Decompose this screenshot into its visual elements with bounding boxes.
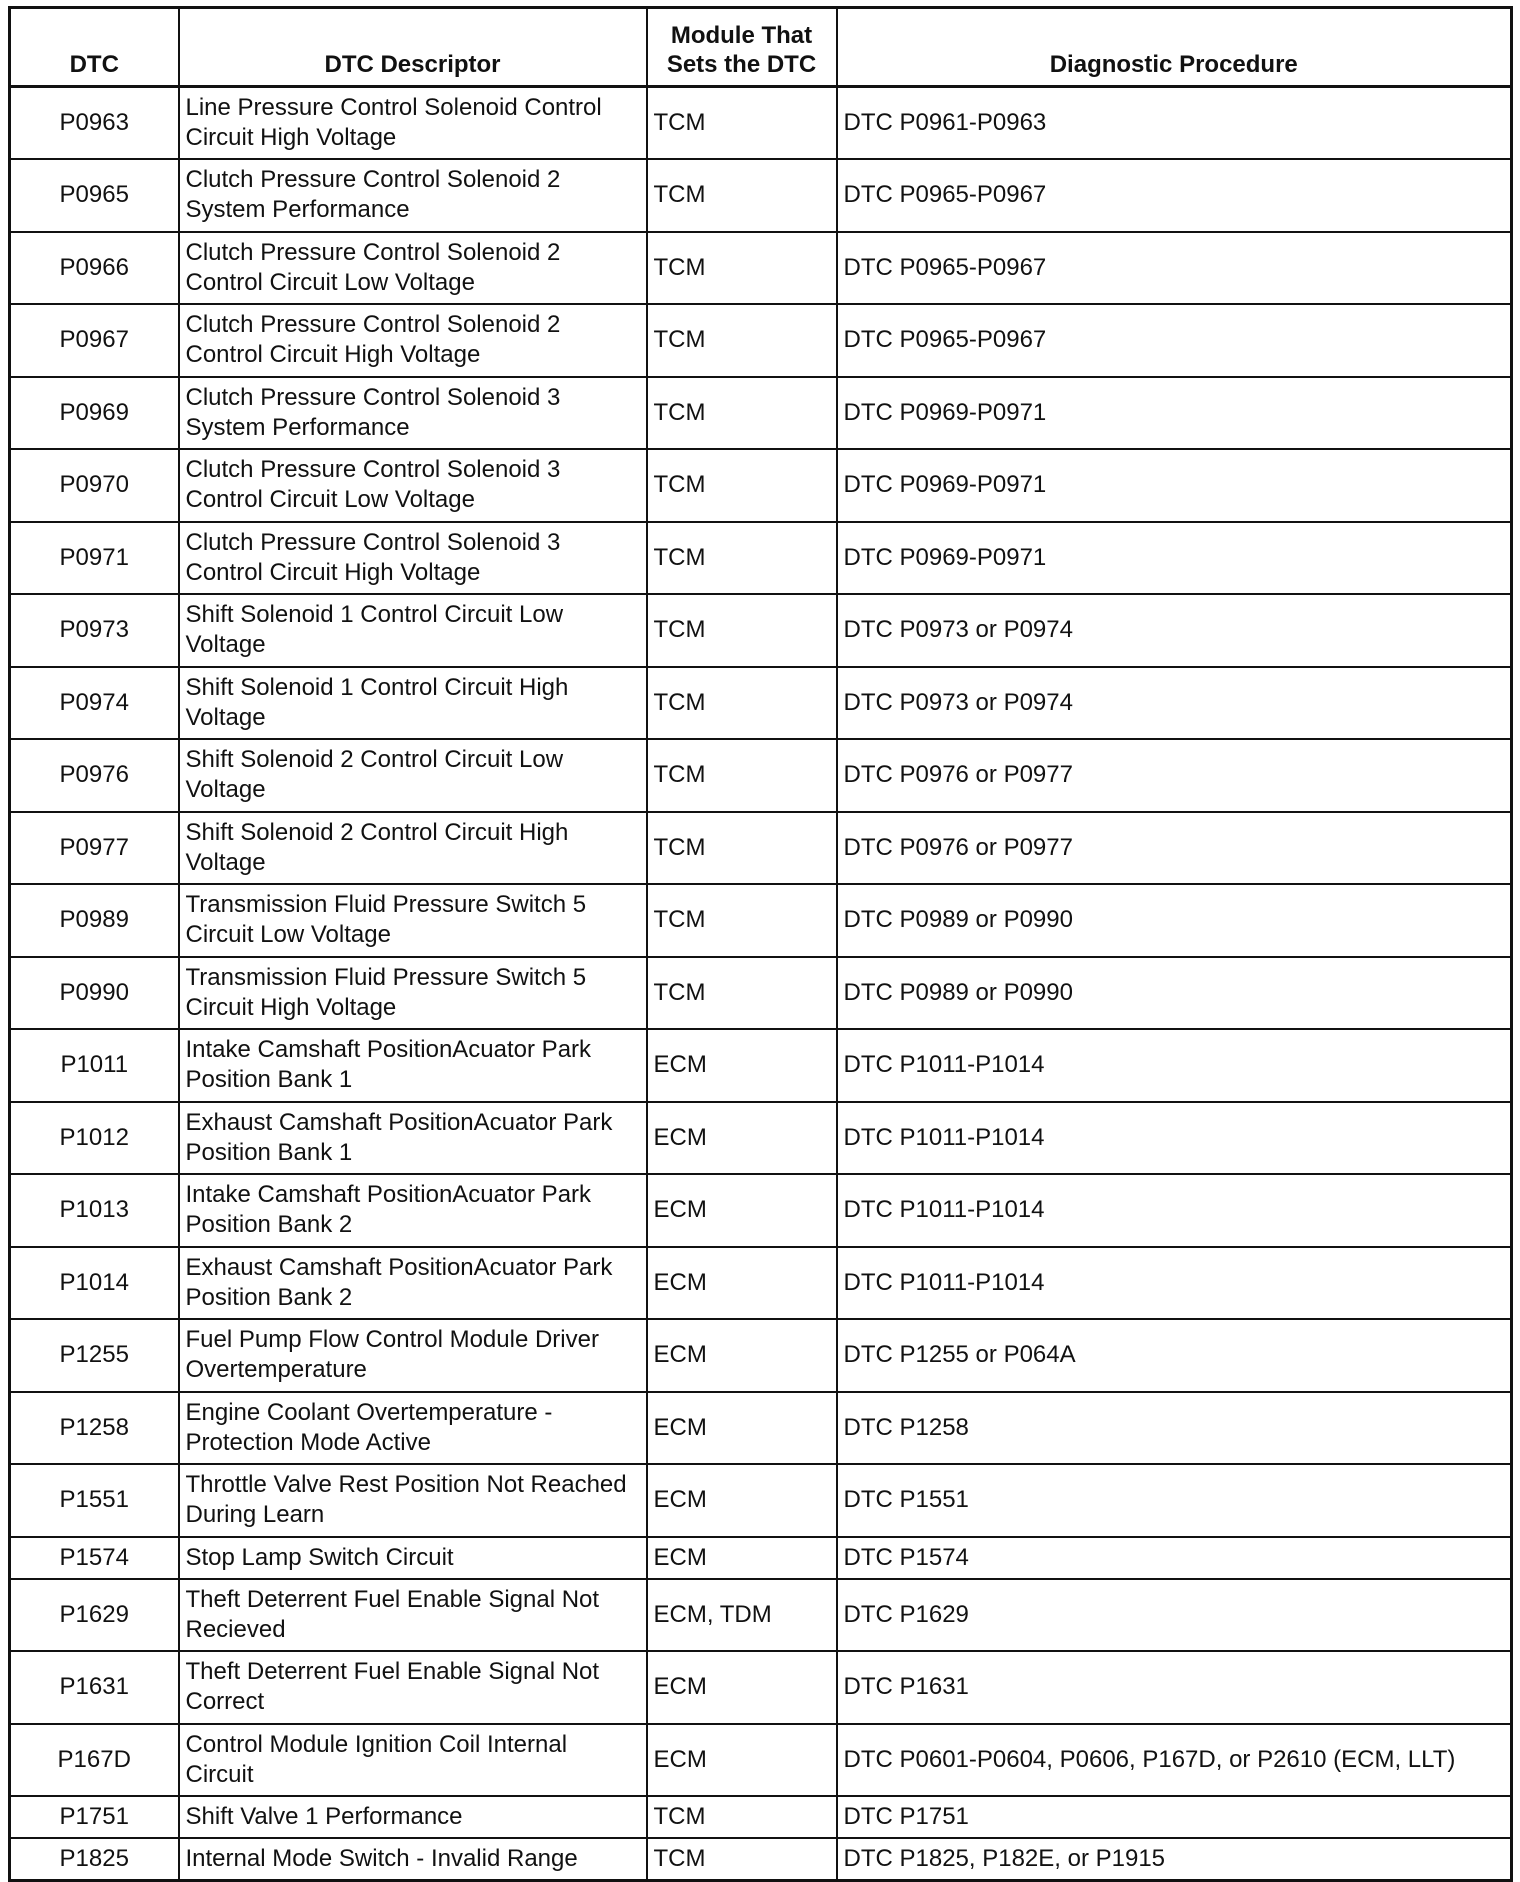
- table-row: [10, 1319, 1512, 1392]
- dtc-cell: P0970: [10, 449, 179, 522]
- header-row: [10, 8, 1512, 87]
- dtc-cell: P1011: [10, 1029, 179, 1102]
- dtc-cell: P0990: [10, 957, 179, 1030]
- module-cell: ECM: [647, 1319, 837, 1392]
- dtc-cell: P0965: [10, 159, 179, 232]
- table-row: [10, 522, 1512, 595]
- procedure-cell: DTC P1551: [837, 1464, 1512, 1537]
- descriptor-cell: Shift Valve 1 Performance: [179, 1796, 647, 1838]
- dtc-cell: P1258: [10, 1392, 179, 1465]
- module-cell: ECM: [647, 1651, 837, 1724]
- table-row: [10, 594, 1512, 667]
- procedure-cell: DTC P0969-P0971: [837, 449, 1512, 522]
- module-cell: TCM: [647, 522, 837, 595]
- dtc-cell: P0973: [10, 594, 179, 667]
- dtc-table: [8, 6, 1513, 1882]
- dtc-cell: P0971: [10, 522, 179, 595]
- module-cell: ECM: [647, 1102, 837, 1175]
- descriptor-cell: Intake Camshaft PositionAcuator Park Position Bank 2: [179, 1174, 647, 1247]
- procedure-cell: DTC P0969-P0971: [837, 522, 1512, 595]
- descriptor-cell: Internal Mode Switch - Invalid Range: [179, 1838, 647, 1880]
- descriptor-cell: Control Module Ignition Coil Internal Circuit: [179, 1724, 647, 1797]
- procedure-cell: DTC P1011-P1014: [837, 1247, 1512, 1320]
- descriptor-cell: Clutch Pressure Control Solenoid 2 Control Circuit High Voltage: [179, 304, 647, 377]
- table-row: [10, 1579, 1512, 1652]
- table-row: [10, 304, 1512, 377]
- module-cell: ECM: [647, 1029, 837, 1102]
- module-cell: TCM: [647, 377, 837, 450]
- descriptor-cell: Theft Deterrent Fuel Enable Signal Not Correct: [179, 1651, 647, 1724]
- procedure-cell: DTC P0989 or P0990: [837, 957, 1512, 1030]
- descriptor-cell: Clutch Pressure Control Solenoid 2 System Performance: [179, 159, 647, 232]
- module-cell: TCM: [647, 304, 837, 377]
- table-row: [10, 739, 1512, 812]
- descriptor-cell: Exhaust Camshaft PositionAcuator Park Position Bank 2: [179, 1247, 647, 1320]
- descriptor-cell: Transmission Fluid Pressure Switch 5 Circuit Low Voltage: [179, 884, 647, 957]
- procedure-cell: DTC P1629: [837, 1579, 1512, 1652]
- module-cell: ECM: [647, 1174, 837, 1247]
- table-row: [10, 1174, 1512, 1247]
- module-cell: TCM: [647, 449, 837, 522]
- table-row: [10, 667, 1512, 740]
- dtc-cell: P1012: [10, 1102, 179, 1175]
- descriptor-cell: Exhaust Camshaft PositionAcuator Park Position Bank 1: [179, 1102, 647, 1175]
- dtc-cell: P0963: [10, 87, 179, 160]
- dtc-cell: P0967: [10, 304, 179, 377]
- module-cell: ECM: [647, 1392, 837, 1465]
- dtc-cell: P1013: [10, 1174, 179, 1247]
- dtc-cell: P0989: [10, 884, 179, 957]
- module-cell: TCM: [647, 957, 837, 1030]
- table-row: [10, 1464, 1512, 1537]
- dtc-cell: P1629: [10, 1579, 179, 1652]
- descriptor-cell: Shift Solenoid 2 Control Circuit Low Voltage: [179, 739, 647, 812]
- procedure-cell: DTC P1011-P1014: [837, 1029, 1512, 1102]
- descriptor-cell: Line Pressure Control Solenoid Control Circuit High Voltage: [179, 87, 647, 160]
- header-module: Module That Sets the DTC: [647, 8, 837, 87]
- module-cell: TCM: [647, 812, 837, 885]
- table-row: [10, 1724, 1512, 1797]
- module-cell: TCM: [647, 87, 837, 160]
- table-row: [10, 1247, 1512, 1320]
- descriptor-cell: Shift Solenoid 1 Control Circuit Low Voltage: [179, 594, 647, 667]
- table-row: [10, 812, 1512, 885]
- header-descriptor: DTC Descriptor: [179, 8, 647, 87]
- dtc-cell: P1631: [10, 1651, 179, 1724]
- module-cell: TCM: [647, 232, 837, 305]
- procedure-cell: DTC P1631: [837, 1651, 1512, 1724]
- dtc-cell: P0977: [10, 812, 179, 885]
- table-row: [10, 957, 1512, 1030]
- dtc-cell: P0969: [10, 377, 179, 450]
- module-cell: TCM: [647, 884, 837, 957]
- procedure-cell: DTC P1574: [837, 1537, 1512, 1579]
- procedure-cell: DTC P1825, P182E, or P1915: [837, 1838, 1512, 1880]
- module-cell: ECM: [647, 1464, 837, 1537]
- module-cell: ECM: [647, 1247, 837, 1320]
- dtc-cell: P167D: [10, 1724, 179, 1797]
- procedure-cell: DTC P1011-P1014: [837, 1102, 1512, 1175]
- dtc-table-container: [8, 6, 1510, 1882]
- procedure-cell: DTC P0965-P0967: [837, 232, 1512, 305]
- module-cell: TCM: [647, 594, 837, 667]
- table-row: [10, 1392, 1512, 1465]
- procedure-cell: DTC P1011-P1014: [837, 1174, 1512, 1247]
- procedure-cell: DTC P1751: [837, 1796, 1512, 1838]
- procedure-cell: DTC P0973 or P0974: [837, 667, 1512, 740]
- descriptor-cell: Engine Coolant Overtemperature - Protection Mode Active: [179, 1392, 647, 1465]
- header-dtc: DTC: [10, 8, 179, 87]
- module-cell: TCM: [647, 159, 837, 232]
- descriptor-cell: Clutch Pressure Control Solenoid 3 Control Circuit High Voltage: [179, 522, 647, 595]
- descriptor-cell: Shift Solenoid 2 Control Circuit High Voltage: [179, 812, 647, 885]
- procedure-cell: DTC P0961-P0963: [837, 87, 1512, 160]
- dtc-cell: P0976: [10, 739, 179, 812]
- module-cell: ECM: [647, 1724, 837, 1797]
- descriptor-cell: Fuel Pump Flow Control Module Driver Overtemperature: [179, 1319, 647, 1392]
- table-row: [10, 1102, 1512, 1175]
- descriptor-cell: Transmission Fluid Pressure Switch 5 Circuit High Voltage: [179, 957, 647, 1030]
- dtc-cell: P0966: [10, 232, 179, 305]
- module-cell: TCM: [647, 1796, 837, 1838]
- dtc-cell: P1551: [10, 1464, 179, 1537]
- descriptor-cell: Clutch Pressure Control Solenoid 3 System Performance: [179, 377, 647, 450]
- procedure-cell: DTC P1258: [837, 1392, 1512, 1465]
- descriptor-cell: Clutch Pressure Control Solenoid 2 Control Circuit Low Voltage: [179, 232, 647, 305]
- descriptor-cell: Intake Camshaft PositionAcuator Park Position Bank 1: [179, 1029, 647, 1102]
- module-cell: TCM: [647, 667, 837, 740]
- table-row: [10, 884, 1512, 957]
- descriptor-cell: Clutch Pressure Control Solenoid 3 Control Circuit Low Voltage: [179, 449, 647, 522]
- dtc-cell: P1825: [10, 1838, 179, 1880]
- table-row: [10, 1029, 1512, 1102]
- descriptor-cell: Shift Solenoid 1 Control Circuit High Voltage: [179, 667, 647, 740]
- table-body: [10, 87, 1512, 1881]
- procedure-cell: DTC P0601-P0604, P0606, P167D, or P2610 (ECM, LLT): [837, 1724, 1512, 1797]
- table-row: [10, 87, 1512, 160]
- dtc-cell: P1574: [10, 1537, 179, 1579]
- table-row: [10, 1537, 1512, 1579]
- module-cell: ECM, TDM: [647, 1579, 837, 1652]
- procedure-cell: DTC P1255 or P064A: [837, 1319, 1512, 1392]
- procedure-cell: DTC P0989 or P0990: [837, 884, 1512, 957]
- procedure-cell: DTC P0965-P0967: [837, 304, 1512, 377]
- procedure-cell: DTC P0976 or P0977: [837, 812, 1512, 885]
- descriptor-cell: Theft Deterrent Fuel Enable Signal Not Recieved: [179, 1579, 647, 1652]
- table-row: [10, 232, 1512, 305]
- dtc-cell: P1751: [10, 1796, 179, 1838]
- procedure-cell: DTC P0965-P0967: [837, 159, 1512, 232]
- table-header: [10, 8, 1512, 87]
- dtc-cell: P0974: [10, 667, 179, 740]
- descriptor-cell: Stop Lamp Switch Circuit: [179, 1537, 647, 1579]
- table-row: [10, 377, 1512, 450]
- header-procedure: Diagnostic Procedure: [837, 8, 1512, 87]
- table-row: [10, 1651, 1512, 1724]
- table-row: [10, 159, 1512, 232]
- module-cell: ECM: [647, 1537, 837, 1579]
- procedure-cell: DTC P0973 or P0974: [837, 594, 1512, 667]
- descriptor-cell: Throttle Valve Rest Position Not Reached During Learn: [179, 1464, 647, 1537]
- module-cell: TCM: [647, 1838, 837, 1880]
- table-row: [10, 1838, 1512, 1880]
- table-row: [10, 449, 1512, 522]
- module-cell: TCM: [647, 739, 837, 812]
- procedure-cell: DTC P0976 or P0977: [837, 739, 1512, 812]
- table-row: [10, 1796, 1512, 1838]
- dtc-cell: P1255: [10, 1319, 179, 1392]
- procedure-cell: DTC P0969-P0971: [837, 377, 1512, 450]
- dtc-cell: P1014: [10, 1247, 179, 1320]
